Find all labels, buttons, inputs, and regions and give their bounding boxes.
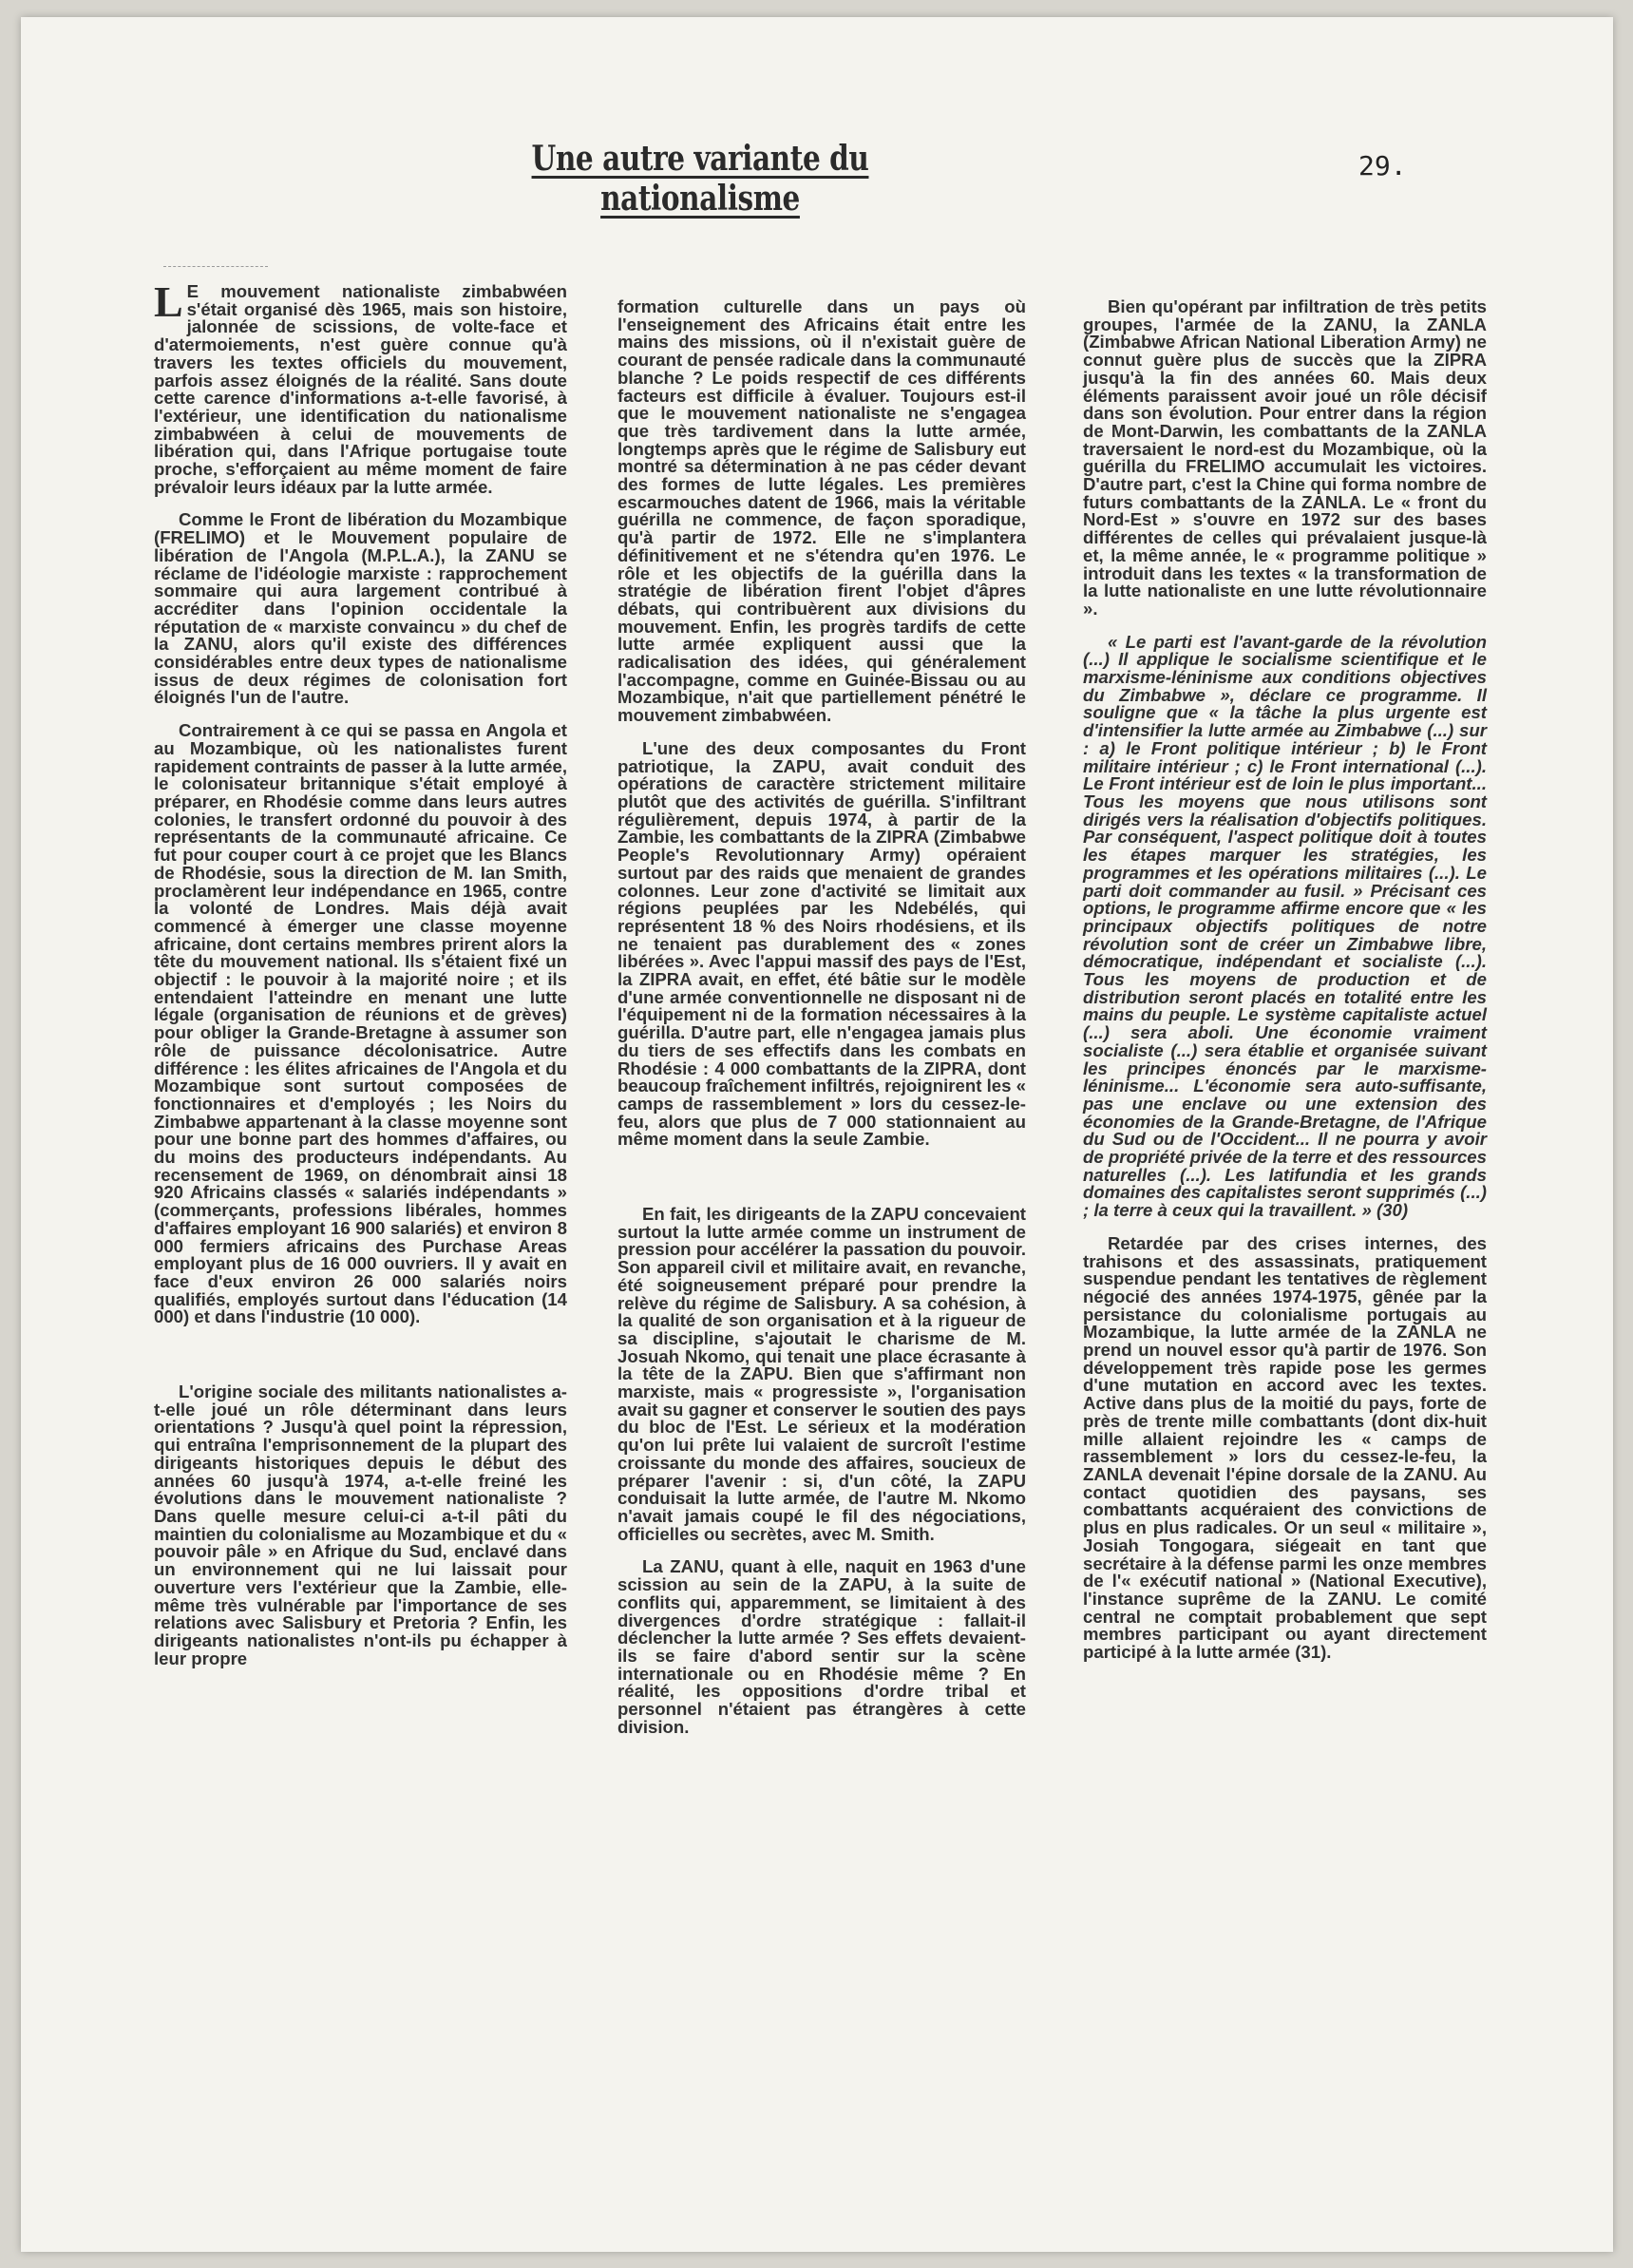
page-number: 29.: [1358, 150, 1407, 181]
paragraph: [154, 722, 567, 1326]
paragraph: [1083, 631, 1487, 1221]
paragraph: [154, 277, 567, 497]
paragraph-text: L'origine sociale des militants nationalistes a-t-elle joué un rôle déterminant dans leurs orientations ? Jusqu'à quel point la répression, qui entraîna l'emprisonnement de la plupart des dirigeants historiques depuis le début des années 60 jusqu'à 1974, a-t-elle freiné les évolutions dans le mouvement nationaliste ? Dans quelle mesure celui-ci a-t-il pâti du maintien du colonialisme au Mozambique et du « pouvoir pâle » en Afrique du Sud, enclavé dans un environnement qui ne lui laissait pour ouverture vers l'extérieur que la Zambie, elle-même très vulnérable par l'importance de ses relations avec Salisbury et Pretoria ? Enfin, les dirigeants nationalistes n'ont-ils pu échapper à leur propre: [154, 1382, 567, 1668]
paragraph-text: « Le parti est l'avant-garde de la révolution (...) Il applique le socialisme scientifique et le marxisme-léninisme aux conditions objectives du Zimbabwe », déclare ce programme. Il souligne que « la tâche la plus urgente est d'intensifier la lutte armée au Zimbabwe (...) sur : a) le Front politique intérieur ; b) le Front militaire intérieur ; c) le Front international (...). Le Front intérieur est de loin le plus important... Tous les moyens que nous utilisons sont dirigés vers la réalisation d'objectifs politiques. Par conséquent, l'aspect politique doit à toutes les étapes marquer les stratégies, les programmes et les opérations militaires (...). Le parti doit commander au fusil. » Précisant ces options, le programme affirme encore que « les principaux objectifs politiques de notre révolution sont de créer un Zimbabwe libre, démocratique, indépendant et socialiste (...). Tous les moyens de production et de distribution seront placés en totalité entre les mains du peuple. Le système capitaliste actuel (...) sera aboli. Une économie vraiment socialiste (...) sera établie et organisée suivant les principes énoncés par le marxisme-léninisme... L'économie sera auto-suffisante, pas une enclave ou une extension des économies de la Grande-Bretagne, de l'Afrique du Sud ou de l'Occident... Il ne pourra y avoir de propriété privée de la terre et des ressources naturelles (...). Les latifundia et les grands domaines des capitalistes seront supprimés (...) ; la terre à ceux qui la travaillent. » (30): [1083, 631, 1487, 1221]
paragraph-text: Comme le Front de libération du Mozambique (FRELIMO) et le Mouvement populaire de libération de l'Angola (M.P.L.A.), la ZANU se réclame de l'idéologie marxiste : rapprochement sommaire qui aura largement contribué à accréditer dans l'opinion occidentale la réputation de « marxiste convaincu » du chef de la ZANU, alors qu'il existe des différences considérables entre deux types de nationalisme issus de deux régimes de colonisation fort éloignés l'un de l'autre.: [154, 509, 567, 708]
article-title: Une autre variante du nationalisme: [531, 139, 869, 219]
paragraph: [1083, 298, 1487, 619]
paragraph: [617, 1206, 1026, 1543]
paragraph-text: Contrairement à ce qui se passa en Angola et au Mozambique, où les nationalistes furent rapidement contraints de passer à la lutte armée, le colonisateur britannique s'était employé à préparer, en Rhodésie comme dans leurs autres colonies, le transfert ordonné du pouvoir à des représentants de la communauté africaine. Ce fut pour couper court à ce projet que les Blancs de Rhodésie, sous la direction de M. Ian Smith, proclamèrent leur indépendance en 1965, contre la volonté de Londres. Mais déjà avait commencé à émerger une classe moyenne africaine, dont certains membres prirent alors la tête du mouvement national. Ils s'étaient fixé un objectif : le pouvoir à la majorité noire ; et ils entendaient l'atteindre en menant une lutte légale (organisation de réunions et de grèves) pour obliger la Grande-Bretagne à assumer son rôle de puissance décolonisatrice. Autre différence : les élites africaines de l'Angola et du Mozambique sont surtout composées de fonctionnaires et d'employés ; les Noirs du Zimbabwe appartenant à la classe moyenne sont pour une bonne part des hommes d'affaires, ou du moins des producteurs indépendants. Au recensement de 1969, on dénombrait ainsi 18 920 Africains classés « salariés indépendants » (commerçants, professions libérales, hommes d'affaires employant 16 900 salariés) et environ 8 000 fermiers africains des Purchase Areas employant plus de 16 000 ouvriers. Il y avait en face d'eux environ 26 000 salariés noirs qualifiés, employés surtout dans l'éducation (14 000) et dans l'industrie (10 000).: [154, 720, 567, 1327]
column-3: [1083, 298, 1487, 1677]
paragraph-text: L'une des deux composantes du Front patriotique, la ZAPU, avait conduit des opérations de caractère strictement militaire plutôt que des activités de guérilla. S'infiltrant régulièrement, depuis 1974, à partir de la Zambie, les combattants de la ZIPRA (Zimbabwe People's Revolutionnary Army) opéraient surtout par des raids que menaient de grandes colonnes. Leur zone d'activité se limitait aux régions peuplées par les Ndebélés, qui représentent 18 % des Noirs rhodésiens, et ils ne tenaient pas durablement des « zones libérées ». Avec l'appui massif des pays de l'Est, la ZIPRA avait, en effet, été bâtie sur le modèle d'une armée conventionnelle ne disposant ni de l'équipement ni de la formation nécessaires à la guérilla. D'autre part, elle n'engagea jamais plus du tiers de ses effectifs dans les combats en Rhodésie : 4 000 combattants de la ZIPRA, dont beaucoup fraîchement infiltrés, rejoignirent les « camps de rassemblement » lors du cessez-le-feu, alors que plus de 7 000 stationnaient au même moment dans la seule Zambie.: [617, 737, 1026, 1150]
paragraph: [617, 1558, 1026, 1736]
paragraph-text: En fait, les dirigeants de la ZAPU concevaient surtout la lutte armée comme un instrument de pression pour accélérer la passation du pouvoir. Son appareil civil et militaire avait, en revanche, été soigneusement préparé pour prendre la relève du régime de Salisbury. A sa cohésion, à la qualité de son organisation et à la rigueur de sa discipline, s'ajoutait le charisme de M. Josuah Nkomo, qui tenait une place écrasante à la tête de la ZAPU. Bien que s'affirmant non marxiste, mais « progressiste », l'organisation avait su gagner et conserver le soutien des pays du bloc de l'Est. Le sérieux et la modération qu'on lui prête lui valaient de surcroît l'estime croissante du monde des affaires, soucieux de préparer l'avenir : si, d'un côté, la ZAPU conduisait la lutte armée, de l'autre M. Nkomo n'avait jamais coupé le fil des négociations, officielles ou secrètes, avec M. Smith.: [617, 1204, 1026, 1544]
column-2: [617, 298, 1026, 1751]
paragraph: [154, 511, 567, 707]
column-1: [154, 277, 567, 1683]
paragraph-text: La ZANU, quant à elle, naquit en 1963 d'une scission au sein de la ZAPU, à la suite de conflits qui, apparemment, se limitaient à des divergences d'ordre stratégique : fallait-il déclencher la lutte armée ? Ses effets devaient-ils se faire d'abord sentir sur la scène internationale ou en Rhodésie même ? En réalité, les oppositions d'ordre tribal et personnel n'étaient pas étrangères à cette division.: [617, 1556, 1026, 1737]
paragraph: [617, 298, 1026, 725]
paragraph: [1083, 1232, 1487, 1663]
paragraph: [617, 737, 1026, 1150]
top-left-rule: [163, 266, 268, 268]
paragraph-text: formation culturelle dans un pays où l'enseignement des Africains était entre les mains des missions, où il n'existait guère de courant de pensée radicale dans la communauté blanche ? Le poids respectif de ces différents facteurs est difficile à évaluer. Toujours est-il que le mouvement nationaliste ne s'engagea que très tardivement dans la lutte armée, longtemps après que le régime de Salisbury eut montré sa détermination à ne pas céder devant des formes de lutte légales. Les premières escarmouches datent de 1966, mais la véritable guérilla ne commence, de façon sporadique, qu'à partir de 1972. Elle ne s'implantera définitivement et ne s'étendra qu'en 1976. Le rôle et les objectifs de la guérilla dans la stratégie de libération firent l'objet d'âpres débats, qui contribuèrent aux divisions du mouvement. Enfin, les progrès tardifs de cette lutte armée expliquent aussi que la radicalisation des idées, qui généralement l'accompagne, comme en Guinée-Bissau ou au Mozambique, n'ait que partiellement pénétré le mouvement zimbabwéen.: [617, 296, 1026, 726]
paragraph: [154, 1383, 567, 1668]
dropcap: L: [154, 277, 183, 326]
paragraph-text: Bien qu'opérant par infiltration de très petits groupes, l'armée de la ZANU, la ZANLA (Zimbabwe African National Liberation Army) ne connut guère plus de succès que la ZIPRA jusqu'à la fin des années 60. Mais deux éléments paraissent avoir joué un rôle décisif dans son évolution. Pour entrer dans la région de Mont-Darwin, les combattants de la ZANLA traversaient le nord-est du Mozambique, où la guérilla du FRELIMO accumulait les victoires. D'autre part, c'est la Chine qui forma nombre de futurs combattants de la ZANLA. Le « front du Nord-Est » s'ouvre en 1972 sur des bases différentes de celles qui prévalaient jusque-là et, la même année, le « programme politique » introduit dans les textes « la transformation de la lutte nationaliste en une lutte révolutionnaire ».: [1083, 296, 1487, 619]
page-sheet: [21, 17, 1613, 2252]
paragraph-text: Retardée par des crises internes, des trahisons et des assassinats, pratiquement suspendue pendant les tentatives de règlement négocié des années 1974-1975, gênée par la persistance du colonialisme portugais au Mozambique, la lutte armée de la ZANLA ne prend un nouvel essor qu'à partir de 1976. Son développement très rapide pose les germes d'une mutation en accord avec les textes. Active dans plus de la moitié du pays, forte de près de trente mille combattants (dont dix-huit mille allaient rejoindre les « camps de rassemblement » lors du cessez-le-feu, la ZANLA devenait l'épine dorsale de la ZANU. Au contact quotidien des paysans, ses combattants acquéraient des convictions de plus en plus radicales. Or un seul « militaire », Josiah Tongogara, siégeait en tant que secrétaire à la défense parmi les onze membres de l'« exécutif national » (National Executive), l'instance suprême de la ZANU. Le comité central ne comptait probablement que sept membres participant ou ayant directement participé à la lutte armée (31).: [1083, 1232, 1487, 1663]
paragraph-text: E mouvement nationaliste zimbabwéen s'était organisé dès 1965, mais son histoire, jalonnée de scissions, de volte-face et d'atermoiements, n'est guère connue qu'à travers les textes officiels du mouvement, parfois assez éloignés de la réalité. Sans doute cette carence d'informations a-t-elle favorisé, à l'extérieur, une identification du nationalisme zimbabwéen à celui de mouvements de libération qui, dans l'Afrique portugaise toute proche, s'efforçaient au même moment de faire prévaloir leurs idéaux par la lutte armée.: [154, 281, 567, 497]
